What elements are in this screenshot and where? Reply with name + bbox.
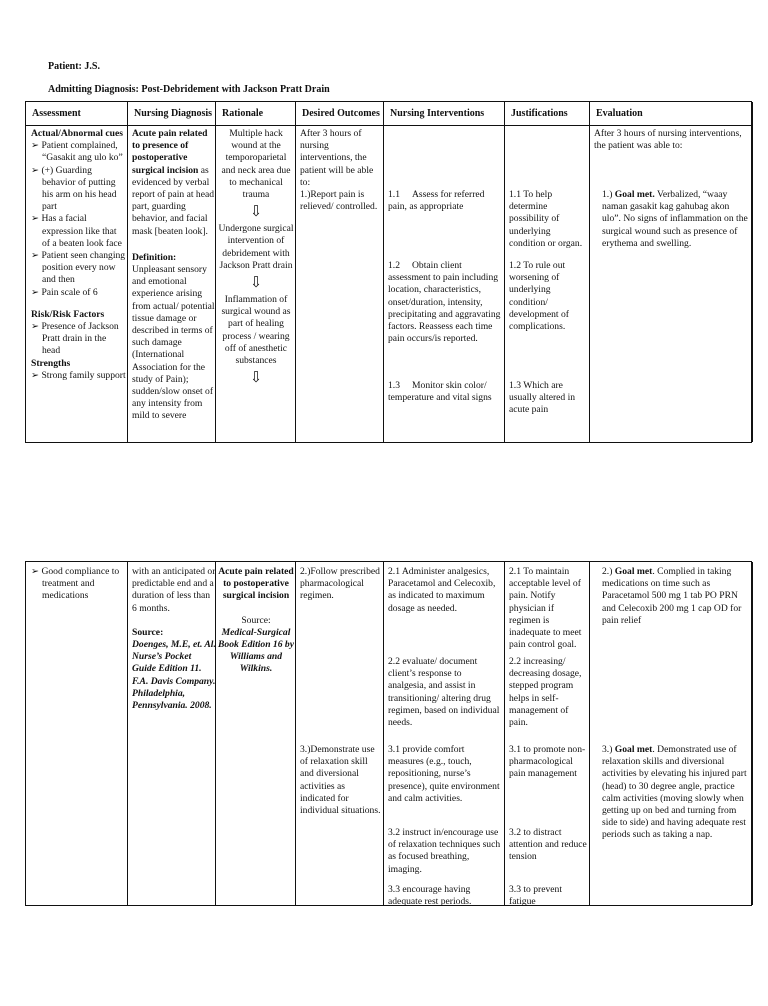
rationale-cell <box>218 128 294 389</box>
cue-item: ➢ (+) Guarding behavior of putting his arm on his head part <box>31 164 117 213</box>
evaluation-item: 3.) Goal met. Demonstrated use of relaxation skills and diversional activities by elevating his injured part (head) to 30 degree angle, practice calm activities (moving slowly when getting up on bed and turning from side to side) and having adequate rest periods such as taking a nap. <box>602 744 747 841</box>
rationale-source: Medical-Surgical Book Edition 16 by Williams and Wilkins. <box>218 626 294 675</box>
th-nursing-interventions: Nursing Interventions <box>390 108 485 119</box>
definition-text: Unpleasant sensory and emotional experience arising from actual/ potential tissue damage or described in terms of such damage (International Association for the study of Pain); sudden/slow onset of any intensity from mild to severe <box>132 264 215 422</box>
justification-item: 1.3 Which are usually altered in acute pain <box>509 380 576 416</box>
th-justifications: Justifications <box>511 108 568 119</box>
down-arrow-icon: ⇩ <box>249 204 263 221</box>
th-assessment: Assessment <box>32 108 81 119</box>
risk-title: Risk/Risk Factors <box>31 308 105 320</box>
col-evaluation <box>590 102 753 442</box>
rationale-cell <box>218 566 294 676</box>
justification-item: 1.2 To rule out worsening of underlying condition/ development of complications. <box>509 260 569 333</box>
cue-item: ➢ Patient seen changing position every now and then <box>31 250 126 286</box>
rationale-step: Multiple hack wound at the temporoparietal and neck area due to mechanical trauma <box>221 128 291 201</box>
cue-item: ➢ Has a facial expression like that of a beaten look face <box>31 213 122 249</box>
justification-item: 3.1 to promote non-pharmacological pain management <box>509 744 586 780</box>
rationale-step: Undergone surgical intervention of debridement with Jackson Pratt drain <box>218 223 294 271</box>
intervention-item: 2.1 Administer analgesics, Paracetamol and Celecoxib, as indicated to maximum dosage as needed. <box>388 566 496 614</box>
risk-item: ➢ Presence of Jackson Pratt drain in the head <box>31 321 119 357</box>
diagnosis-continued: with an anticipated or predictable end and a duration of less than 6 months. <box>132 566 216 614</box>
th-desired-outcomes: Desired Outcomes <box>302 108 380 119</box>
rationale-source-title: Source: <box>241 614 271 626</box>
cue-item: ➢ Patient complained, “Gasakit ang ulo ko” <box>31 140 123 164</box>
diagnosis-cell <box>132 566 216 712</box>
cues-title: Actual/Abnormal cues <box>31 128 123 139</box>
th-evaluation: Evaluation <box>596 108 643 119</box>
justification-item: 2.1 To maintain acceptable level of pain. Notify physician if regimen is inadequate to meet pain control goal. <box>509 566 582 651</box>
justification-item: 1.1 To help determine possibility of underlying condition or organ. <box>509 189 583 249</box>
evaluation-intro: After 3 hours of nursing interventions, the patient was able to: <box>594 128 742 152</box>
intervention-item: 2.2 evaluate/ document client’s response to analgesia, and assist in transitioning/ altering drug regimen, based on individual needs. <box>388 656 500 729</box>
diagnosis-statement: Acute pain related to presence of postoperative surgical incision as evidenced by verbal report of pain at head part, guarding behavior, and facial mask [beaten look]. <box>132 128 215 237</box>
col-assessment <box>26 562 128 905</box>
evaluation-item: 2.) Goal met. Complied in taking medications on time such as Paracetamol 500 mg 1 tab PO PRN and Celecoxib 200 mg 1 cap OD for pain relief <box>602 566 742 626</box>
outcomes-cell <box>300 128 382 213</box>
strength-item: ➢ Good compliance to treatment and medications <box>31 566 120 602</box>
justification-item: 2.2 increasing/ decreasing dosage, stepped program helps in self-management of pain. <box>509 656 582 729</box>
rationale-statement: Acute pain related to postoperative surgical incision <box>218 566 294 602</box>
justification-item: 3.3 to prevent fatigue <box>509 884 563 908</box>
intervention-item: 1.1 Assess for referred pain, as appropriate <box>388 189 485 213</box>
outcome-intro: After 3 hours of nursing interventions, the patient will be able to: <box>300 128 374 188</box>
evaluation-item: 1.) Goal met. Verbalized, “waay naman gasakit kag gahubag akon ulo”. No signs of inflammation on the surgical wound such as presence of erythema and swelling. <box>602 189 748 249</box>
strength-item: ➢ Strong family support <box>31 369 126 381</box>
intervention-item: 3.3 encourage having adequate rest periods. <box>388 884 472 908</box>
admitting-diagnosis: Admitting Diagnosis: Post-Debridement with Jackson Pratt Drain <box>48 84 330 95</box>
care-plan-table-continued <box>25 561 752 906</box>
diagnosis-cell <box>132 128 216 423</box>
outcome-item: 3.)Demonstrate use of relaxation skill and diversional activities as indicated for individual situations. <box>300 744 381 817</box>
outcome-item: 1.)Report pain is relieved/ controlled. <box>300 189 378 213</box>
definition-title: Definition: <box>132 251 177 263</box>
source-title: Source: <box>132 626 164 638</box>
intervention-item: 1.3 Monitor skin color/ temperature and vital signs <box>388 380 492 404</box>
intervention-item: 3.1 provide comfort measures (e.g., touch, repositioning, nurse’s presence), quite environment and calm activities. <box>388 744 500 804</box>
th-nursing-diagnosis: Nursing Diagnosis <box>134 108 213 119</box>
patient-label: Patient: J.S. <box>48 61 100 72</box>
cue-item: ➢ Pain scale of 6 <box>31 286 98 298</box>
intervention-item: 3.2 instruct in/encourage use of relaxation techniques such as focused breathing, imaging. <box>388 827 501 875</box>
source-text: Doenges, M.E, et. Al. Nurse’s Pocket Guide Edition 11. F.A. Davis Company. Philadelphia, Pennsylvania. 2008. <box>132 639 216 712</box>
down-arrow-icon: ⇩ <box>249 370 263 387</box>
care-plan-table <box>25 101 752 443</box>
col-outcomes <box>296 562 384 905</box>
assessment-cell <box>31 566 126 603</box>
rationale-step: Inflammation of surgical wound as part of healing process / wearing off of anesthetic substances <box>221 294 291 367</box>
intervention-item: 1.2 Obtain client assessment to pain including location, characteristics, onset/duration, intensity, precipitating and aggravating factors. Reassess each time pain occurs/is reported. <box>388 260 501 345</box>
assessment-cell <box>31 128 126 382</box>
outcome-item: 2.)Follow prescribed pharmacological regimen. <box>300 566 380 602</box>
th-rationale: Rationale <box>222 108 264 119</box>
down-arrow-icon: ⇩ <box>249 275 263 292</box>
strengths-title: Strengths <box>31 357 71 369</box>
justification-item: 3.2 to distract attention and reduce tension <box>509 827 587 863</box>
